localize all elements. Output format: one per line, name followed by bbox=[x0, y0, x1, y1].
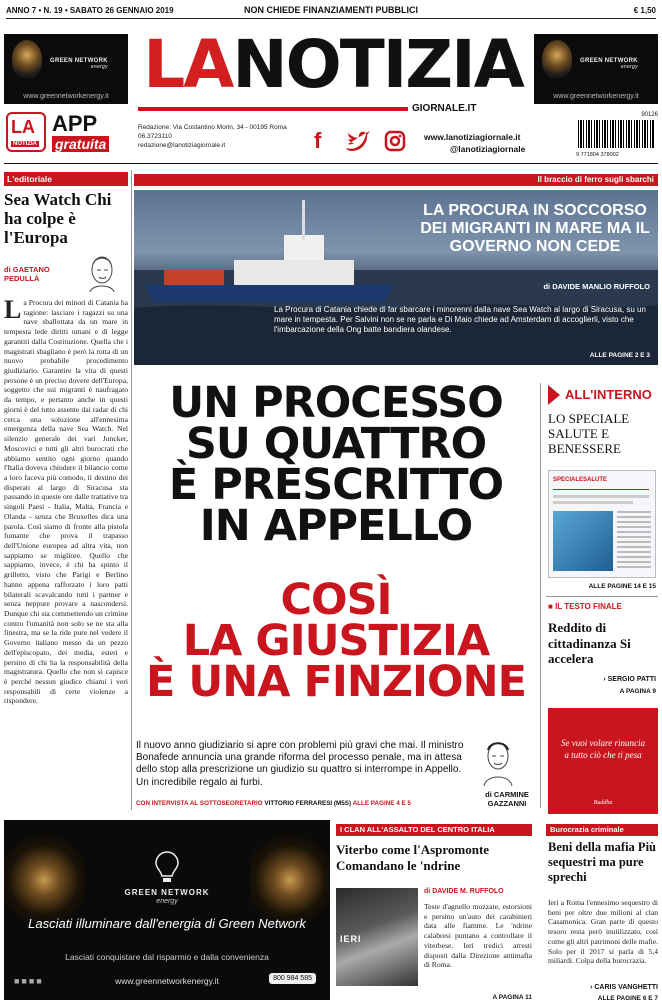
clan-title[interactable]: Viterbo come l'Aspromonte Comandano le 'ndrine bbox=[336, 842, 490, 873]
social-icons: ■■■■ bbox=[14, 976, 44, 986]
headline-line: SU QUATTRO bbox=[185, 418, 487, 469]
app-label[interactable]: APP bbox=[52, 111, 98, 136]
barcode-number: 9 771804 378002 bbox=[576, 152, 619, 158]
quote-author: Buddha bbox=[593, 800, 613, 806]
bulb-icon bbox=[250, 830, 330, 930]
mafia-tag-bar bbox=[546, 824, 658, 836]
ad-url: www.greennetworkenergy.it bbox=[553, 93, 639, 100]
mafia-title[interactable]: Beni della mafia Più sequestri ma pure sprechi bbox=[548, 840, 656, 884]
mafia-author-text: CARIS VANGHETTI bbox=[594, 984, 658, 991]
clan-tag: I CLAN ALL'ASSALTO DEL CENTRO ITALIA bbox=[340, 825, 495, 834]
testo-page[interactable]: A PAGINA 9 bbox=[619, 688, 656, 695]
top-bar bbox=[6, 3, 656, 19]
mafia-pages[interactable]: ALLE PAGINE 6 E 7 bbox=[597, 995, 658, 1002]
ad-brand-sub: energy bbox=[156, 898, 178, 905]
lightbulb-logo-icon bbox=[154, 850, 180, 884]
editorial-byline bbox=[4, 265, 74, 283]
lead-pages[interactable]: ALLE PAGINE 2 E 3 bbox=[589, 352, 650, 359]
thumb-image bbox=[553, 511, 613, 571]
barcode bbox=[574, 112, 658, 158]
mafia-body: Ieri a Roma l'ennesimo sequestro di beni per oltre due milioni al clan Casamonica. Gran parte di questo tesoro resta però inutilizzato, così come gli altri patrimoni delle mafie. Solo per il 2017 si parla di 5,4 miliardi. Colpa della burocrazia. bbox=[548, 898, 658, 966]
main-headline-black[interactable] bbox=[136, 378, 536, 551]
main-headline-red[interactable] bbox=[136, 575, 536, 707]
ad-brand: GREEN NETWORK bbox=[580, 58, 638, 64]
app-logo-sub: NOTIZIA bbox=[13, 141, 37, 147]
headline-line: LA GIUSTIZIA bbox=[182, 615, 490, 666]
masthead-rule bbox=[138, 107, 408, 111]
inside-title[interactable]: LO SPECIALE SALUTE E BENESSERE bbox=[548, 411, 630, 456]
address-block bbox=[138, 124, 287, 150]
headline-line: IN APPELLO bbox=[199, 500, 473, 551]
facebook-icon[interactable]: f bbox=[314, 128, 322, 153]
editorial-tag-bar bbox=[4, 172, 128, 186]
price: € 1,50 bbox=[633, 6, 656, 15]
main-pages: ALLE PAGINE 4 E 5 bbox=[352, 800, 411, 807]
byline-pre: di bbox=[4, 265, 11, 274]
twitter-icon[interactable] bbox=[344, 130, 372, 152]
ad-url: www.greennetworkenergy.it bbox=[23, 93, 109, 100]
column-divider bbox=[540, 383, 541, 808]
author-sketch-icon bbox=[480, 738, 516, 786]
byline-pre: di bbox=[424, 888, 431, 895]
address-line: Redazione: Via Costantino Morin, 34 - 00195 Roma bbox=[138, 124, 287, 131]
ad-bottom[interactable] bbox=[4, 820, 330, 1000]
barcode-code: 90126 bbox=[641, 112, 658, 118]
byline-pre: di bbox=[485, 790, 492, 799]
ad-slogan: Lasciati illuminare dall'energia di Green Network bbox=[28, 916, 306, 931]
mafia-author: › CARIS VANGHETTI bbox=[590, 984, 658, 991]
main-interview-line[interactable] bbox=[136, 800, 536, 807]
ad-brand-sub: energy bbox=[620, 64, 638, 70]
lead-kicker-bar bbox=[134, 174, 658, 186]
ad-brand: GREEN NETWORK bbox=[50, 58, 108, 64]
lead-headline[interactable]: LA PROCURA IN SOCCORSO DEI MIGRANTI IN MARE MA IL GOVERNO NON CEDE bbox=[420, 202, 650, 255]
testo-author: › SERGIO PATTI bbox=[603, 676, 656, 683]
editorial-author: GAETANO PEDULLÀ bbox=[4, 265, 50, 283]
app-sub: gratuita bbox=[52, 136, 109, 152]
thumb-label: SPECIALESALUTE bbox=[553, 477, 608, 483]
editorial-text: a Procura dei minori di Catania ha ragione: lasciare i ragazzi su una nave sballottata da un mare in tempesta lede diritti umani e di legge garantiti dalla Costituzione. Quella che i magistrati sbagliano è però la rotta di un nuovo probabile procedimento giudiziario. Garantire la vita di questi persone è un preciso dovere dell'Europa, soggetto che sui migranti è naufragato da tempo, e pertanto anche in questi giorni è del tutto assente dai radar di chi cerca una soluzione all'ennesima emergenza della nave Sea Watch. Nel silenzio generale dei vari Juncker, Moscovici e tutti gli altri burocrati che abbiamo sentito ogni giorno quando l'Italia doveva chiudere il bilancio come a loro faceva più comodo, il destino dei disperati al largo di Siracusa sta passando in queste ore dalle trattative tra singoli Paesi - Italia, Malta, Francia e Olanda - senza che Bruxelles dica una parola. Così siamo di fronte alla pistola fumante che prova il trapasso dell'Unione europea ad altra vita, non sappiamo se migliore. Quello che sappiamo, invece, è chi ha spinto il grilletto, visto che Parigi e Berlino hanno appena rafforzato i loro patti bilaterali scavalcando tutti i partner e senza neppure provare a nascondersi. Dunque chi sta commettendo un crimine contro l'umanità non solo se ne sta alla finestra, ma se la ride pure nel vedere il Governo italiano messo da un pezzo dell'episcopato, dei media, esteri e persino di chi ha la responsabilità della magistratura. Quello che non si capisce è perché nessun giudice chiami i veri responsabili di certe violenze a rispondere. bbox=[4, 298, 128, 706]
quote-box bbox=[548, 708, 658, 814]
app-logo-icon[interactable] bbox=[6, 112, 46, 152]
ad-brand: GREEN NETWORK bbox=[124, 888, 210, 897]
app-logo-text: LA bbox=[11, 117, 35, 137]
site-url[interactable]: www.lanotiziagiornale.it bbox=[424, 132, 521, 142]
headline-line: COSÌ bbox=[280, 575, 392, 625]
editorial-tag: L'editoriale bbox=[7, 174, 53, 184]
inside-thumbnail[interactable] bbox=[548, 470, 656, 578]
quote-text: Se vuoi volare rinuncia a tutto ciò che ti pesa bbox=[561, 738, 645, 760]
clan-byline bbox=[424, 888, 504, 895]
clan-body: Teste d'agnello mozzate, estorsioni e persino un'auto dei carabinieri data alle fiamme. Le 'ndrine calabresi puntano a controllare il viterbese. Ieri tredici arresti disposti dalla Direzione antimafia di Roma. bbox=[424, 902, 532, 970]
headline-line: UN PROCESSO bbox=[169, 378, 503, 428]
interview-pre: CON INTERVISTA AL SOTTOSEGRETARIO bbox=[136, 800, 263, 807]
ad-top-right[interactable] bbox=[534, 34, 658, 104]
clan-page[interactable]: A PAGINA 11 bbox=[492, 994, 532, 1001]
mafia-tag: Burocrazia criminale bbox=[550, 825, 624, 834]
barcode-lines bbox=[578, 120, 654, 148]
slogan: NON CHIEDE FINANZIAMENTI PUBBLICI bbox=[244, 5, 418, 15]
main-body: Il nuovo anno giudiziario si apre con problemi più gravi che mai. Il ministro Bonafede annuncia una grande riforma del processo penale, ma in attesa dello stop alla prescrizione un giudizio su quattro si interrompe in Appello. Un incredibile regalo ai furbi. bbox=[136, 740, 464, 788]
inside-tag: ALL'INTERNO bbox=[565, 387, 652, 402]
lead-byline bbox=[543, 282, 650, 291]
clan-photo[interactable] bbox=[336, 888, 418, 986]
column-divider bbox=[131, 170, 132, 810]
headline-line: È PRESCRITTO bbox=[168, 459, 504, 510]
car-label: IERI bbox=[340, 934, 362, 944]
bulb-icon bbox=[542, 40, 572, 78]
testo-tag-text: IL TESTO FINALE bbox=[555, 602, 622, 611]
header-divider bbox=[4, 163, 658, 164]
testo-title[interactable]: Reddito di cittadinanza Si accelera bbox=[548, 620, 631, 667]
author-sketch-icon bbox=[86, 252, 118, 292]
byline-pre: di bbox=[543, 282, 551, 291]
lead-author: DAVIDE MANLIO RUFFOLO bbox=[552, 282, 650, 291]
ad-brand-sub: energy bbox=[90, 64, 108, 70]
dropcap: L bbox=[4, 298, 22, 324]
testo-tag: ■ IL TESTO FINALE bbox=[548, 602, 622, 611]
editorial-body bbox=[4, 298, 128, 838]
headline-line: È UNA FINZIONE bbox=[146, 656, 526, 707]
clan-tag-bar bbox=[336, 824, 532, 836]
arrow-right-icon bbox=[546, 384, 562, 406]
social-handle[interactable]: @lanotiziagiornale bbox=[450, 144, 526, 154]
ad-url: www.greennetworkenergy.it bbox=[115, 976, 219, 986]
testo-author-text: SERGIO PATTI bbox=[607, 676, 656, 683]
bulb-icon bbox=[12, 40, 42, 78]
lead-body: La Procura di Catania chiede di far sbarcare i minorenni dalla nave Sea Watch al largo di Siracusa, su un mare in tempesta. Per Salvini non se ne parla e Di Maio chiede ad Amsterdam di accoglierli, visto che l'imbarcazione della Ong batte bandiera olandese. bbox=[274, 305, 646, 334]
masthead-notizia: NOTIZIA bbox=[232, 26, 523, 103]
masthead-sub: GIORNALE.IT bbox=[412, 103, 477, 114]
issue-info: ANNO 7 • N. 19 • SABATO 26 GENNAIO 2019 bbox=[6, 6, 174, 15]
phone-line: 06.3723110 bbox=[138, 132, 172, 140]
masthead-la: LA bbox=[143, 26, 233, 103]
inside-pages[interactable]: ALLE PAGINE 14 E 15 bbox=[588, 583, 656, 590]
ad-top-left[interactable] bbox=[4, 34, 128, 104]
email-line: redazione@lanotiziagiornale.it bbox=[138, 141, 226, 149]
ad-slogan-sub: Lasciati conquistare dal risparmio e dalla convenienza bbox=[65, 952, 269, 962]
bulb-icon bbox=[4, 830, 84, 930]
editorial-title[interactable]: Sea Watch Chi ha colpe è l'Europa bbox=[4, 190, 112, 248]
lead-photo[interactable] bbox=[134, 190, 658, 365]
masthead-logo[interactable] bbox=[138, 26, 528, 106]
clan-author: DAVIDE M. RUFFOLO bbox=[432, 888, 504, 895]
lead-kicker: Il braccio di ferro sugli sbarchi bbox=[537, 175, 654, 184]
ad-phone[interactable]: 800 984 585 bbox=[269, 973, 316, 984]
instagram-icon[interactable] bbox=[384, 130, 406, 152]
interview-name: VITTORIO FERRARESI (M5S) bbox=[264, 800, 352, 807]
main-author: CARMINE GAZZANNI bbox=[487, 790, 529, 808]
divider bbox=[546, 596, 658, 597]
